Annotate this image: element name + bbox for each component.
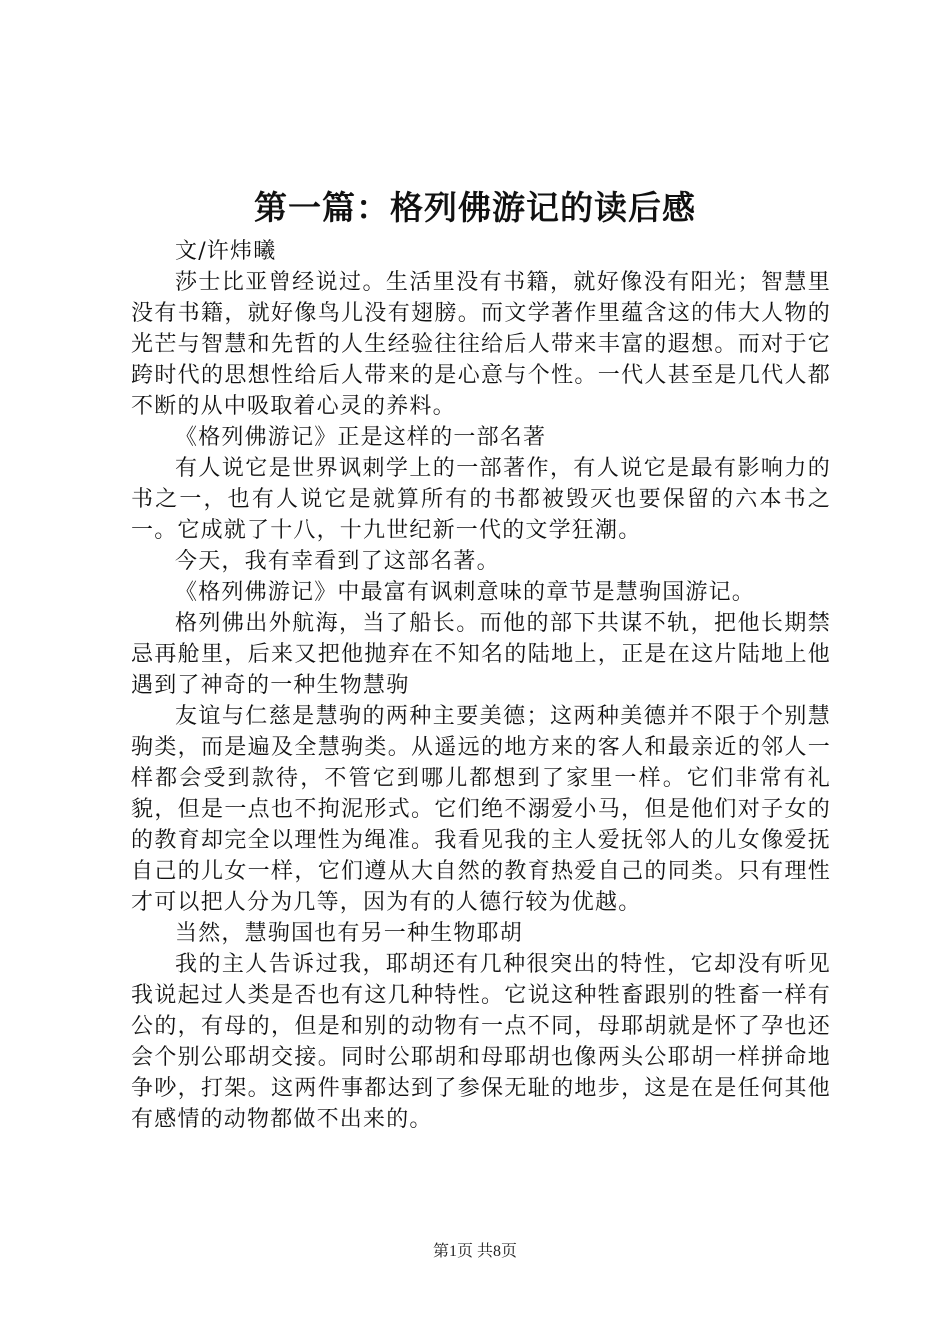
paragraph: 我的主人告诉过我，耶胡还有几种很突出的特性，它却没有听见我说起过人类是否也有这几种特性。它说这种牲畜跟别的牲畜一样有公的，有母的，但是和别的动物有一点不同，母耶胡就是怀了孕也还会个别公耶胡交接。同时公耶胡和母耶胡也像两头公耶胡一样拼命地争吵，打架。这两件事都达到了参保无耻的地步，这是在是任何其他有感情的动物都做不出来的。 — [131, 952, 831, 1132]
document-body — [131, 236, 831, 1135]
paragraph: 今天，我有幸看到了这部名著。 — [175, 549, 500, 574]
page-number-footer: 第1页 共8页 — [432, 1243, 517, 1260]
paragraph: 友谊与仁慈是慧驹的两种主要美德；这两种美德并不限于个别慧驹类，而是遍及全慧驹类。从遥远的地方来的客人和最亲近的邻人一样都会受到款待，不管它到哪儿都想到了家里一样。它们非常有礼貌，但是一点也不拘泥形式。它们绝不溺爱小马，但是他们对子女的的教育却完全以理性为绳准。我看见我的主人爱抚邻人的儿女像爱抚自己的儿女一样，它们遵从大自然的教育热爱自己的同类。只有理性才可以把人分为几等，因为有的人德行较为优越。 — [131, 704, 831, 915]
paragraph: 《格列佛游记》正是这样的一部名著 — [175, 425, 547, 450]
paragraph: 《格列佛游记》中最富有讽刺意味的章节是慧驹国游记。 — [175, 580, 756, 605]
paragraph: 当然，慧驹国也有另一种生物耶胡 — [175, 921, 524, 946]
paragraph: 有人说它是世界讽刺学上的一部著作，有人说它是最有影响力的书之一，也有人说它是就算所有的书都被毁灭也要保留的六本书之一。它成就了十八，十九世纪新一代的文学狂潮。 — [131, 456, 831, 543]
author-line: 文/许炜曦 — [175, 239, 277, 264]
paragraph: 格列佛出外航海，当了船长。而他的部下共谋不轨，把他长期禁忌再舱里，后来又把他抛弃在不知名的陆地上，正是在这片陆地上他遇到了神奇的一种生物慧驹 — [131, 611, 831, 698]
document-title: 第一篇：格列佛游记的读后感 — [254, 188, 696, 227]
paragraph: 莎士比亚曾经说过。生活里没有书籍，就好像没有阳光；智慧里没有书籍，就好像鸟儿没有翅膀。而文学著作里蕴含这的伟大人物的光芒与智慧和先哲的人生经验往往给后人带来丰富的遐想。而对于它跨时代的思想性给后人带来的是心意与个性。一代人甚至是几代人都不断的从中吸取着心灵的养料。 — [131, 270, 831, 419]
